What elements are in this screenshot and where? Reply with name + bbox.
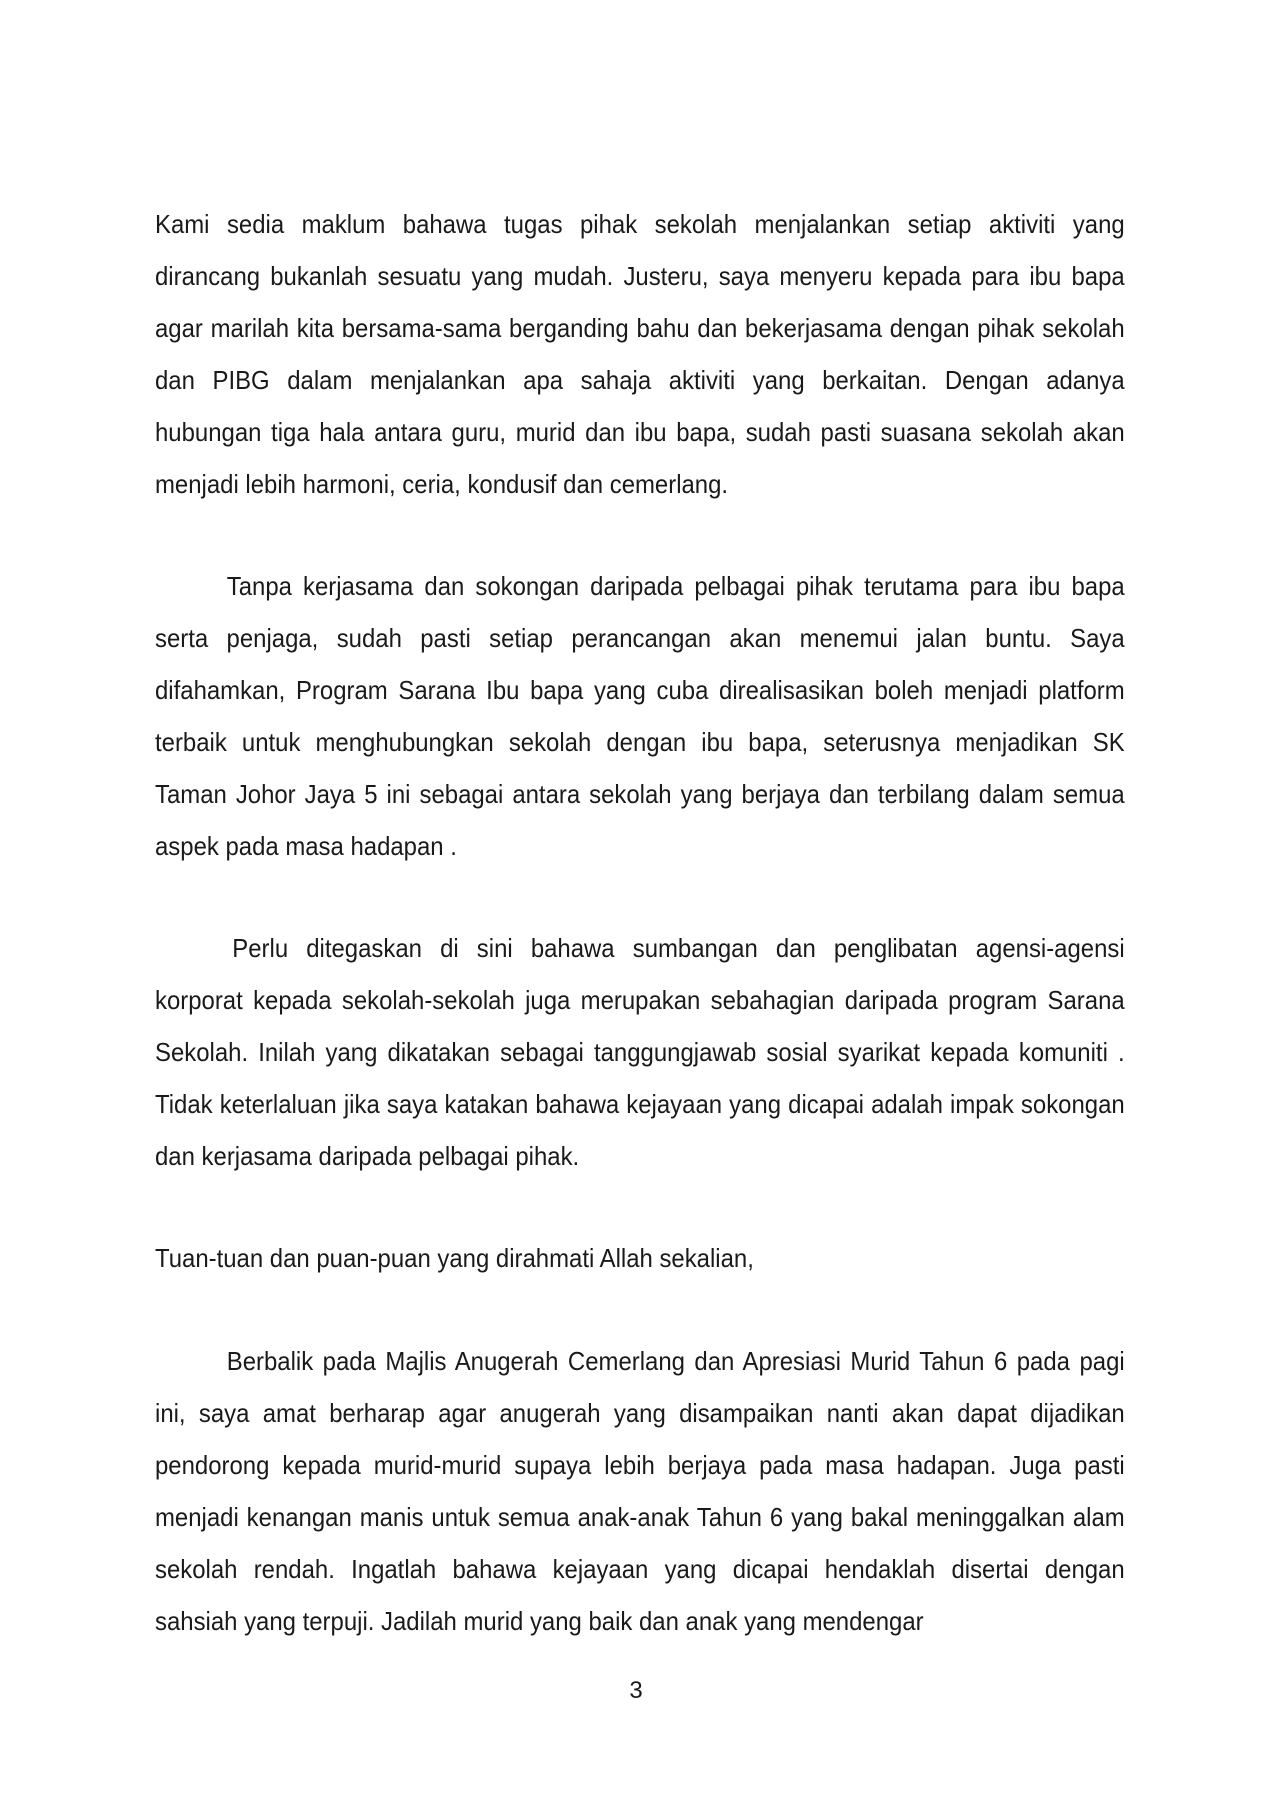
paragraph-4-block	[155, 1335, 1125, 1647]
paragraph-1-block	[155, 198, 1125, 510]
paragraph-3: Perlu ditegaskan di sini bahawa sumbangan dan penglibatan agensi-agensi korporat kepada sekolah-sekolah juga merupakan sebahagian daripada program Sarana Sekolah. Inilah yang dikatakan sebagai tanggungjawab sosial syarikat kepada komuniti . Tidak keterlaluan jika saya katakan bahawa kejayaan yang dicapai adalah impak sokongan dan kerjasama daripada pelbagai pihak.	[155, 933, 1125, 1171]
paragraph-4: Berbalik pada Majlis Anugerah Cemerlang dan Apresiasi Murid Tahun 6 pada pagi ini, saya amat berharap agar anugerah yang disampaikan nanti akan dapat dijadikan pendorong kepada murid-murid supaya lebih berjaya pada masa hadapan. Juga pasti menjadi kenangan manis untuk semua anak-anak Tahun 6 yang bakal meninggalkan alam sekolah rendah. Ingatlah bahawa kejayaan yang dicapai hendaklah disertai dengan sahsiah yang terpuji. Jadilah murid yang baik dan anak yang mendengar	[155, 1346, 1125, 1636]
paragraph-3-block	[155, 922, 1125, 1182]
paragraph-2-block	[155, 560, 1125, 872]
paragraph-2: Tanpa kerjasama dan sokongan daripada pelbagai pihak terutama para ibu bapa serta penjaga, sudah pasti setiap perancangan akan menemui jalan buntu. Saya difahamkan, Program Sarana Ibu bapa yang cuba direalisasikan boleh menjadi platform terbaik untuk menghubungkan sekolah dengan ibu bapa, seterusnya menjadikan SK Taman Johor Jaya 5 ini sebagai antara sekolah yang berjaya dan terbilang dalam semua aspek pada masa hadapan .	[155, 571, 1125, 861]
salutation-block	[155, 1232, 1125, 1284]
paragraph-1: Kami sedia maklum bahawa tugas pihak sekolah menjalankan setiap aktiviti yang dirancang bukanlah sesuatu yang mudah. Justeru, saya menyeru kepada para ibu bapa agar marilah kita bersama-sama berganding bahu dan bekerjasama dengan pihak sekolah dan PIBG dalam menjalankan apa sahaja aktiviti yang berkaitan. Dengan adanya hubungan tiga hala antara guru, murid dan ibu bapa, sudah pasti suasana sekolah akan menjadi lebih harmoni, ceria, kondusif dan cemerlang.	[155, 209, 1125, 499]
page-number: 3	[629, 1677, 643, 1704]
salutation-line: Tuan-tuan dan puan-puan yang dirahmati Allah sekalian,	[155, 1243, 754, 1273]
